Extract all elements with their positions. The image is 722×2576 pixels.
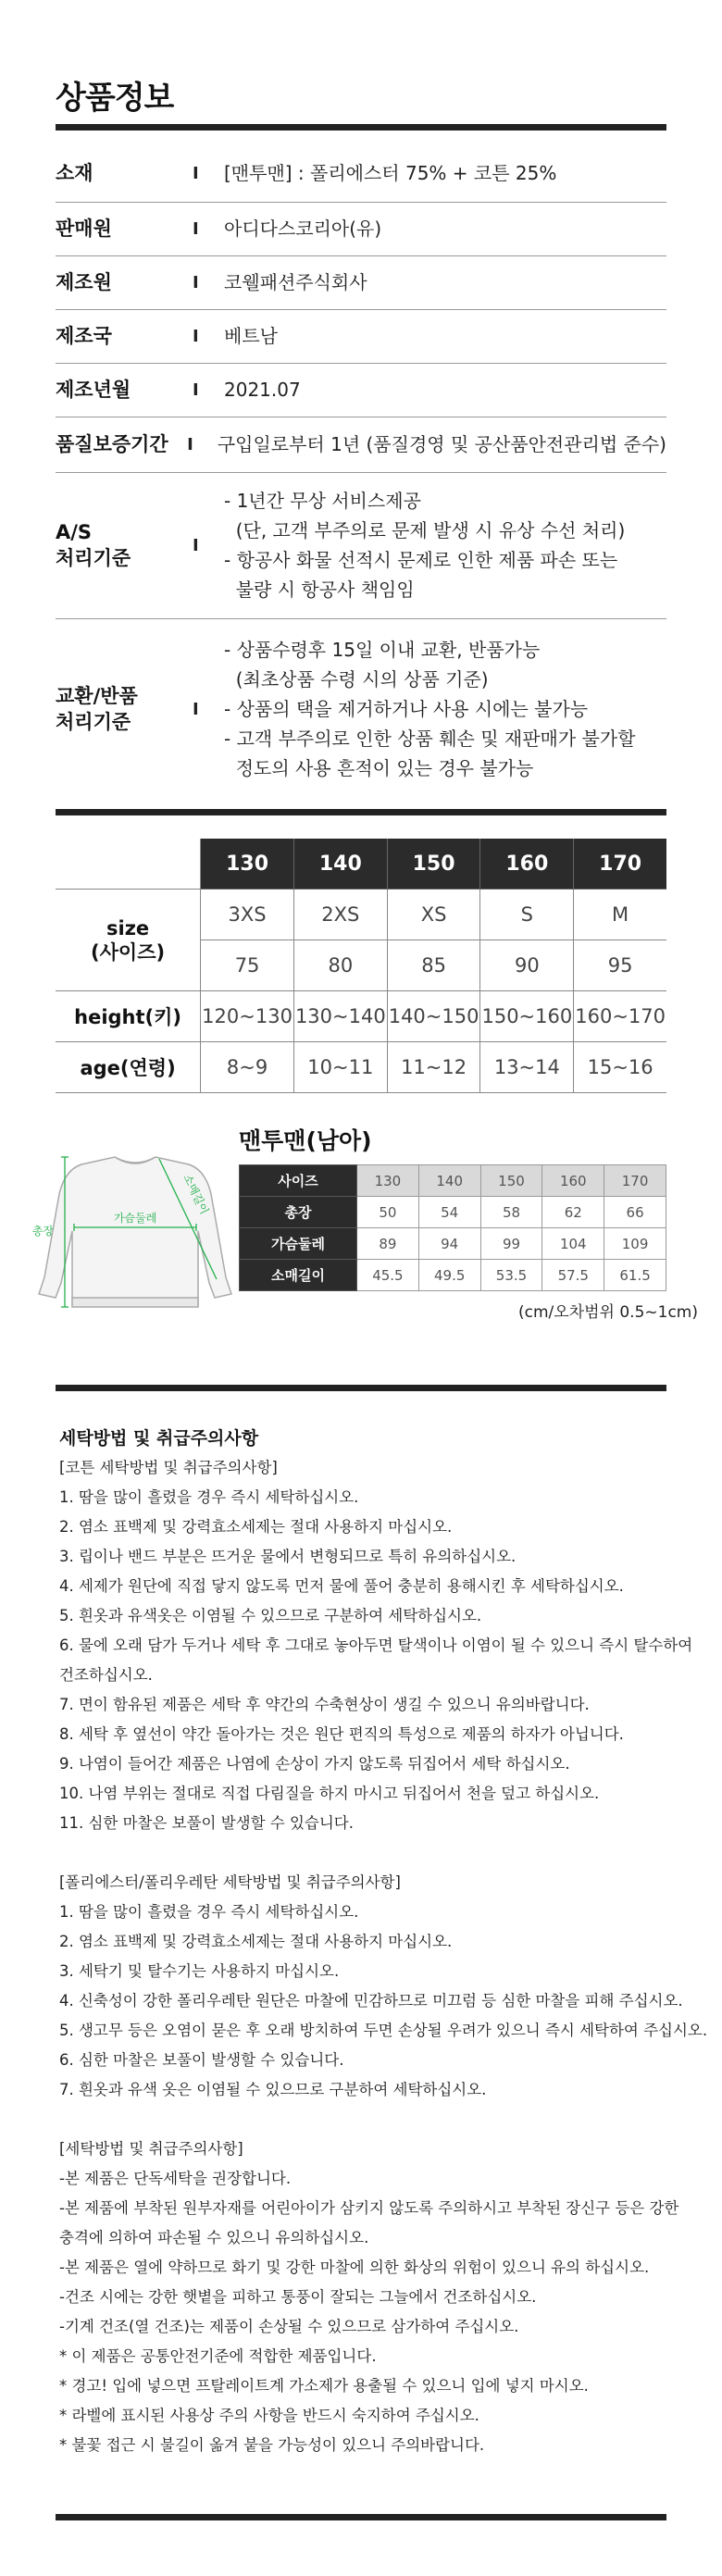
measure-row (240, 1197, 666, 1228)
info-label-line: 제조국 (56, 325, 112, 347)
info-separator: I (193, 272, 199, 292)
measure-value: 66 (604, 1197, 666, 1228)
care-line: 7. 흰옷과 유색 옷은 이염될 수 있으므로 구분하여 세탁하십시오. (59, 2081, 487, 2098)
care-instructions (59, 1424, 708, 2460)
measure-value: 170 (604, 1165, 666, 1197)
info-label-line: 판매원 (56, 218, 112, 240)
size-header: 140 (293, 839, 387, 890)
care-line: 2. 염소 표백제 및 강력효소세제는 절대 사용하지 마십시오. (59, 1933, 453, 1950)
size-row-label (56, 890, 201, 991)
size-letter: 3XS (201, 890, 294, 940)
info-value-line: 불량 시 항공사 책임임 (224, 579, 415, 601)
care-line: 1. 땀을 많이 흘렸을 경우 즉시 세탁하십시오. (59, 1488, 359, 1506)
care-line: 11. 심한 마찰은 보풀이 발생할 수 있습니다. (59, 1814, 354, 1832)
info-value (224, 268, 666, 297)
info-value (224, 375, 666, 404)
care-line: 5. 흰옷과 유색옷은 이염될 수 있으므로 구분하여 세탁하십시오. (59, 1607, 482, 1624)
info-value-line: [맨투맨] : 폴리에스터 75% + 코튼 25% (224, 162, 557, 184)
info-value-line: 아디다스코리아(유) (224, 218, 382, 240)
size-label-line: size (106, 916, 150, 940)
size-header: 160 (480, 839, 574, 890)
care-line: -기계 건조(열 건조)는 제품이 손상될 수 있으므로 삼가하여 주십시오. (59, 2318, 519, 2335)
info-label (56, 323, 193, 349)
spacer (59, 2105, 670, 2134)
care-line: 2. 염소 표백제 및 강력효소세제는 절대 사용하지 마십시오. (59, 1518, 453, 1536)
care-line: 7. 면이 함유된 제품은 세탁 후 약간의 수축현상이 생길 수 있으니 유의바랍니다. (59, 1696, 590, 1713)
care-line: * 불꽃 접근 시 불길이 옮겨 붙을 가능성이 있으니 주의바랍니다. (59, 2436, 485, 2454)
measure-value: 150 (480, 1165, 542, 1197)
info-label (56, 377, 193, 403)
measure-value: 61.5 (604, 1260, 666, 1291)
info-value-line: - 항공사 화물 선적시 문제로 인한 제품 파손 또는 (224, 549, 618, 571)
spacer (59, 1838, 670, 1868)
info-label (56, 431, 187, 457)
info-value-line: (최초상품 수령 시의 상품 기준) (224, 668, 489, 691)
info-value-line: 구입일로부터 1년 (품질경영 및 공산품안전관리법 준수) (217, 433, 666, 455)
divider (56, 2514, 666, 2520)
measure-value: 62 (542, 1197, 604, 1228)
info-label-line: 제조원 (56, 271, 112, 293)
care-line: 10. 나염 부위는 절대로 직접 다림질을 하지 마시고 뒤집어서 천을 덮고 하십시오. (59, 1785, 600, 1802)
page-title: 상품정보 (56, 80, 174, 117)
info-label-line: 품질보증기간 (56, 433, 168, 455)
measure-value: 109 (604, 1228, 666, 1260)
care-group-title: [코튼 세탁방법 및 취급주의사항] (59, 1459, 278, 1476)
care-line: 1. 땀을 많이 흘렸을 경우 즉시 세탁하십시오. (59, 1903, 359, 1921)
size-number: 75 (201, 940, 294, 991)
height-value: 120~130 (201, 991, 294, 1042)
info-row (56, 618, 666, 800)
info-label-line: 처리기준 (56, 547, 131, 569)
info-row (56, 363, 666, 417)
measure-title: 맨투맨(남아) (239, 1127, 372, 1154)
measure-value: 53.5 (480, 1260, 542, 1291)
length-label: 총장 (31, 1225, 54, 1238)
size-letter: 2XS (293, 890, 387, 940)
age-value: 15~16 (574, 1042, 666, 1093)
info-label (56, 160, 193, 186)
info-value (224, 158, 666, 188)
info-value-line: - 1년간 무상 서비스제공 (224, 490, 421, 512)
care-line: -본 제품에 부착된 원부자재를 어린아이가 삼키지 않도록 주의하시고 부착된 장신구 등은 강한 (59, 2199, 679, 2217)
measure-row (240, 1228, 666, 1260)
care-line: 6. 물에 오래 담가 두거나 세탁 후 그대로 놓아두면 탈색이나 이염이 될 수 있으니 즉시 탈수하여 (59, 1636, 693, 1654)
info-value (224, 321, 666, 351)
info-value (218, 429, 666, 459)
age-value: 11~12 (387, 1042, 480, 1093)
height-value: 140~150 (387, 991, 480, 1042)
info-separator: I (193, 699, 199, 719)
sleeve-label: 소매길이 (180, 1172, 212, 1217)
divider (56, 809, 666, 815)
care-line: -본 제품은 열에 약하므로 화기 및 강한 마찰에 의한 화상의 위험이 있으니 유의 하십시오. (59, 2259, 650, 2276)
info-value-line: - 고객 부주의로 인한 상품 훼손 및 재판매가 불가할 (224, 728, 636, 750)
care-line: 5. 생고무 등은 오염이 묻은 후 오래 방치하여 두면 손상될 우려가 있으니 즉시 세탁하여 주십시오. (59, 2022, 708, 2039)
size-number: 85 (387, 940, 480, 991)
info-value-line: - 상품의 택을 제거하거나 사용 시에는 불가능 (224, 698, 589, 720)
info-label (56, 269, 193, 295)
measure-value: 50 (357, 1197, 419, 1228)
measure-value: 58 (480, 1197, 542, 1228)
measure-value: 45.5 (357, 1260, 419, 1291)
info-value-line: (단, 고객 부주의로 문제 발생 시 유상 수선 처리) (224, 519, 626, 541)
info-value (224, 214, 666, 243)
info-label-line: 처리기준 (56, 711, 131, 733)
chest-label: 가슴둘레 (113, 1212, 157, 1225)
care-line: 건조하십시오. (59, 1666, 153, 1684)
info-label (56, 519, 193, 571)
measure-row (240, 1165, 666, 1197)
info-separator: I (187, 434, 193, 454)
size-header: 170 (574, 839, 666, 890)
age-value: 10~11 (293, 1042, 387, 1093)
info-row (56, 144, 666, 202)
size-table (56, 839, 666, 1093)
size-header: 130 (201, 839, 294, 890)
info-separator: I (193, 535, 199, 555)
measure-value: 140 (418, 1165, 480, 1197)
care-line: -본 제품은 단독세탁을 권장합니다. (59, 2170, 292, 2187)
info-row (56, 255, 666, 309)
measure-value: 104 (542, 1228, 604, 1260)
size-letter: S (480, 890, 574, 940)
height-value: 160~170 (574, 991, 666, 1042)
age-value: 13~14 (480, 1042, 574, 1093)
care-line: 3. 립이나 밴드 부분은 뜨거운 물에서 변형되므로 특히 유의하십시오. (59, 1548, 517, 1565)
care-line: 3. 세탁기 및 탈수기는 사용하지 마십시오. (59, 1962, 340, 1980)
care-line: * 경고! 입에 넣으면 프탈레이트계 가소제가 용출될 수 있으니 입에 넣지 마시오. (59, 2377, 589, 2395)
info-separator: I (193, 218, 199, 239)
measure-value: 54 (418, 1197, 480, 1228)
care-line: 8. 세탁 후 옆선이 약간 돌아가는 것은 원단 편직의 특성으로 제품의 하자가 아닙니다. (59, 1725, 624, 1743)
care-line: * 라벨에 표시된 사용상 주의 사항을 반드시 숙지하여 주십시오. (59, 2407, 479, 2424)
info-value-line: 코웰패션주식회사 (224, 271, 367, 293)
age-row-label: age(연령) (56, 1042, 201, 1093)
size-header: 150 (387, 839, 480, 890)
measure-value: 130 (357, 1165, 419, 1197)
info-label (56, 216, 193, 242)
info-separator: I (193, 163, 199, 183)
measure-row (240, 1260, 666, 1291)
care-line: 9. 나염이 들어간 제품은 나염에 손상이 가지 않도록 뒤집어서 세탁 하십시오. (59, 1755, 570, 1773)
info-label-line: 소재 (56, 162, 93, 184)
measure-value: 94 (418, 1228, 480, 1260)
info-row (56, 202, 666, 255)
tolerance-note: (cm/오차범위 0.5~1cm) (518, 1303, 698, 1322)
care-line: 6. 심한 마찰은 보풀이 발생할 수 있습니다. (59, 2051, 344, 2069)
divider (56, 1385, 666, 1391)
info-value-line: 베트남 (224, 325, 278, 347)
info-value-line: - 상품수령후 15일 이내 교환, 반품가능 (224, 639, 541, 661)
care-line: 4. 세제가 원단에 직접 닿지 않도록 먼저 물에 풀어 충분히 용해시킨 후 세탁하십시오. (59, 1577, 624, 1595)
info-value (224, 635, 666, 783)
measure-value: 89 (357, 1228, 419, 1260)
info-row (56, 417, 666, 472)
divider (56, 124, 666, 131)
height-row-label: height(키) (56, 991, 201, 1042)
info-row (56, 309, 666, 363)
measure-value: 57.5 (542, 1260, 604, 1291)
info-separator: I (193, 326, 199, 346)
info-label-line: 교환/반품 (56, 685, 138, 707)
care-line: 4. 신축성이 강한 폴리우레탄 원단은 마찰에 민감하므로 미끄럼 등 심한 마찰을 피해 주십시오. (59, 1992, 683, 2010)
info-label-line: A/S (56, 521, 93, 543)
care-line: * 이 제품은 공통안전기준에 적합한 제품입니다. (59, 2347, 377, 2365)
sweatshirt-diagram (28, 1139, 236, 1324)
size-number: 90 (480, 940, 574, 991)
age-value: 8~9 (201, 1042, 294, 1093)
care-group-title: [세탁방법 및 취급주의사항] (59, 2140, 243, 2158)
measure-row-label: 가슴둘레 (240, 1228, 357, 1260)
size-number: 80 (293, 940, 387, 991)
care-group-title: [폴리에스터/폴리우레탄 세탁방법 및 취급주의사항] (59, 1873, 401, 1891)
info-value-line: 2021.07 (224, 379, 301, 401)
info-label (56, 683, 193, 735)
size-letter: M (574, 890, 666, 940)
info-value (224, 486, 666, 604)
measure-value: 49.5 (418, 1260, 480, 1291)
size-label-line: (사이즈) (91, 940, 166, 964)
measure-value: 160 (542, 1165, 604, 1197)
measure-row-label: 소매길이 (240, 1260, 357, 1291)
care-line: -건조 시에는 강한 햇볕을 피하고 통풍이 잘되는 그늘에서 건조하십시오. (59, 2288, 537, 2306)
height-value: 150~160 (480, 991, 574, 1042)
measure-value: 99 (480, 1228, 542, 1260)
size-letter: XS (387, 890, 480, 940)
size-number: 95 (574, 940, 666, 991)
height-value: 130~140 (293, 991, 387, 1042)
info-separator: I (193, 380, 199, 400)
info-value-line: 정도의 사용 흔적이 있는 경우 불가능 (224, 757, 534, 779)
care-line: 충격에 의하여 파손될 수 있으니 유의하십시오. (59, 2229, 369, 2246)
size-table-corner (56, 839, 201, 890)
measure-row-label: 총장 (240, 1197, 357, 1228)
info-row (56, 472, 666, 618)
measure-row-label: 사이즈 (240, 1165, 357, 1197)
measure-table (239, 1164, 666, 1291)
info-label-line: 제조년월 (56, 379, 131, 401)
care-heading: 세탁방법 및 취급주의사항 (59, 1428, 259, 1449)
